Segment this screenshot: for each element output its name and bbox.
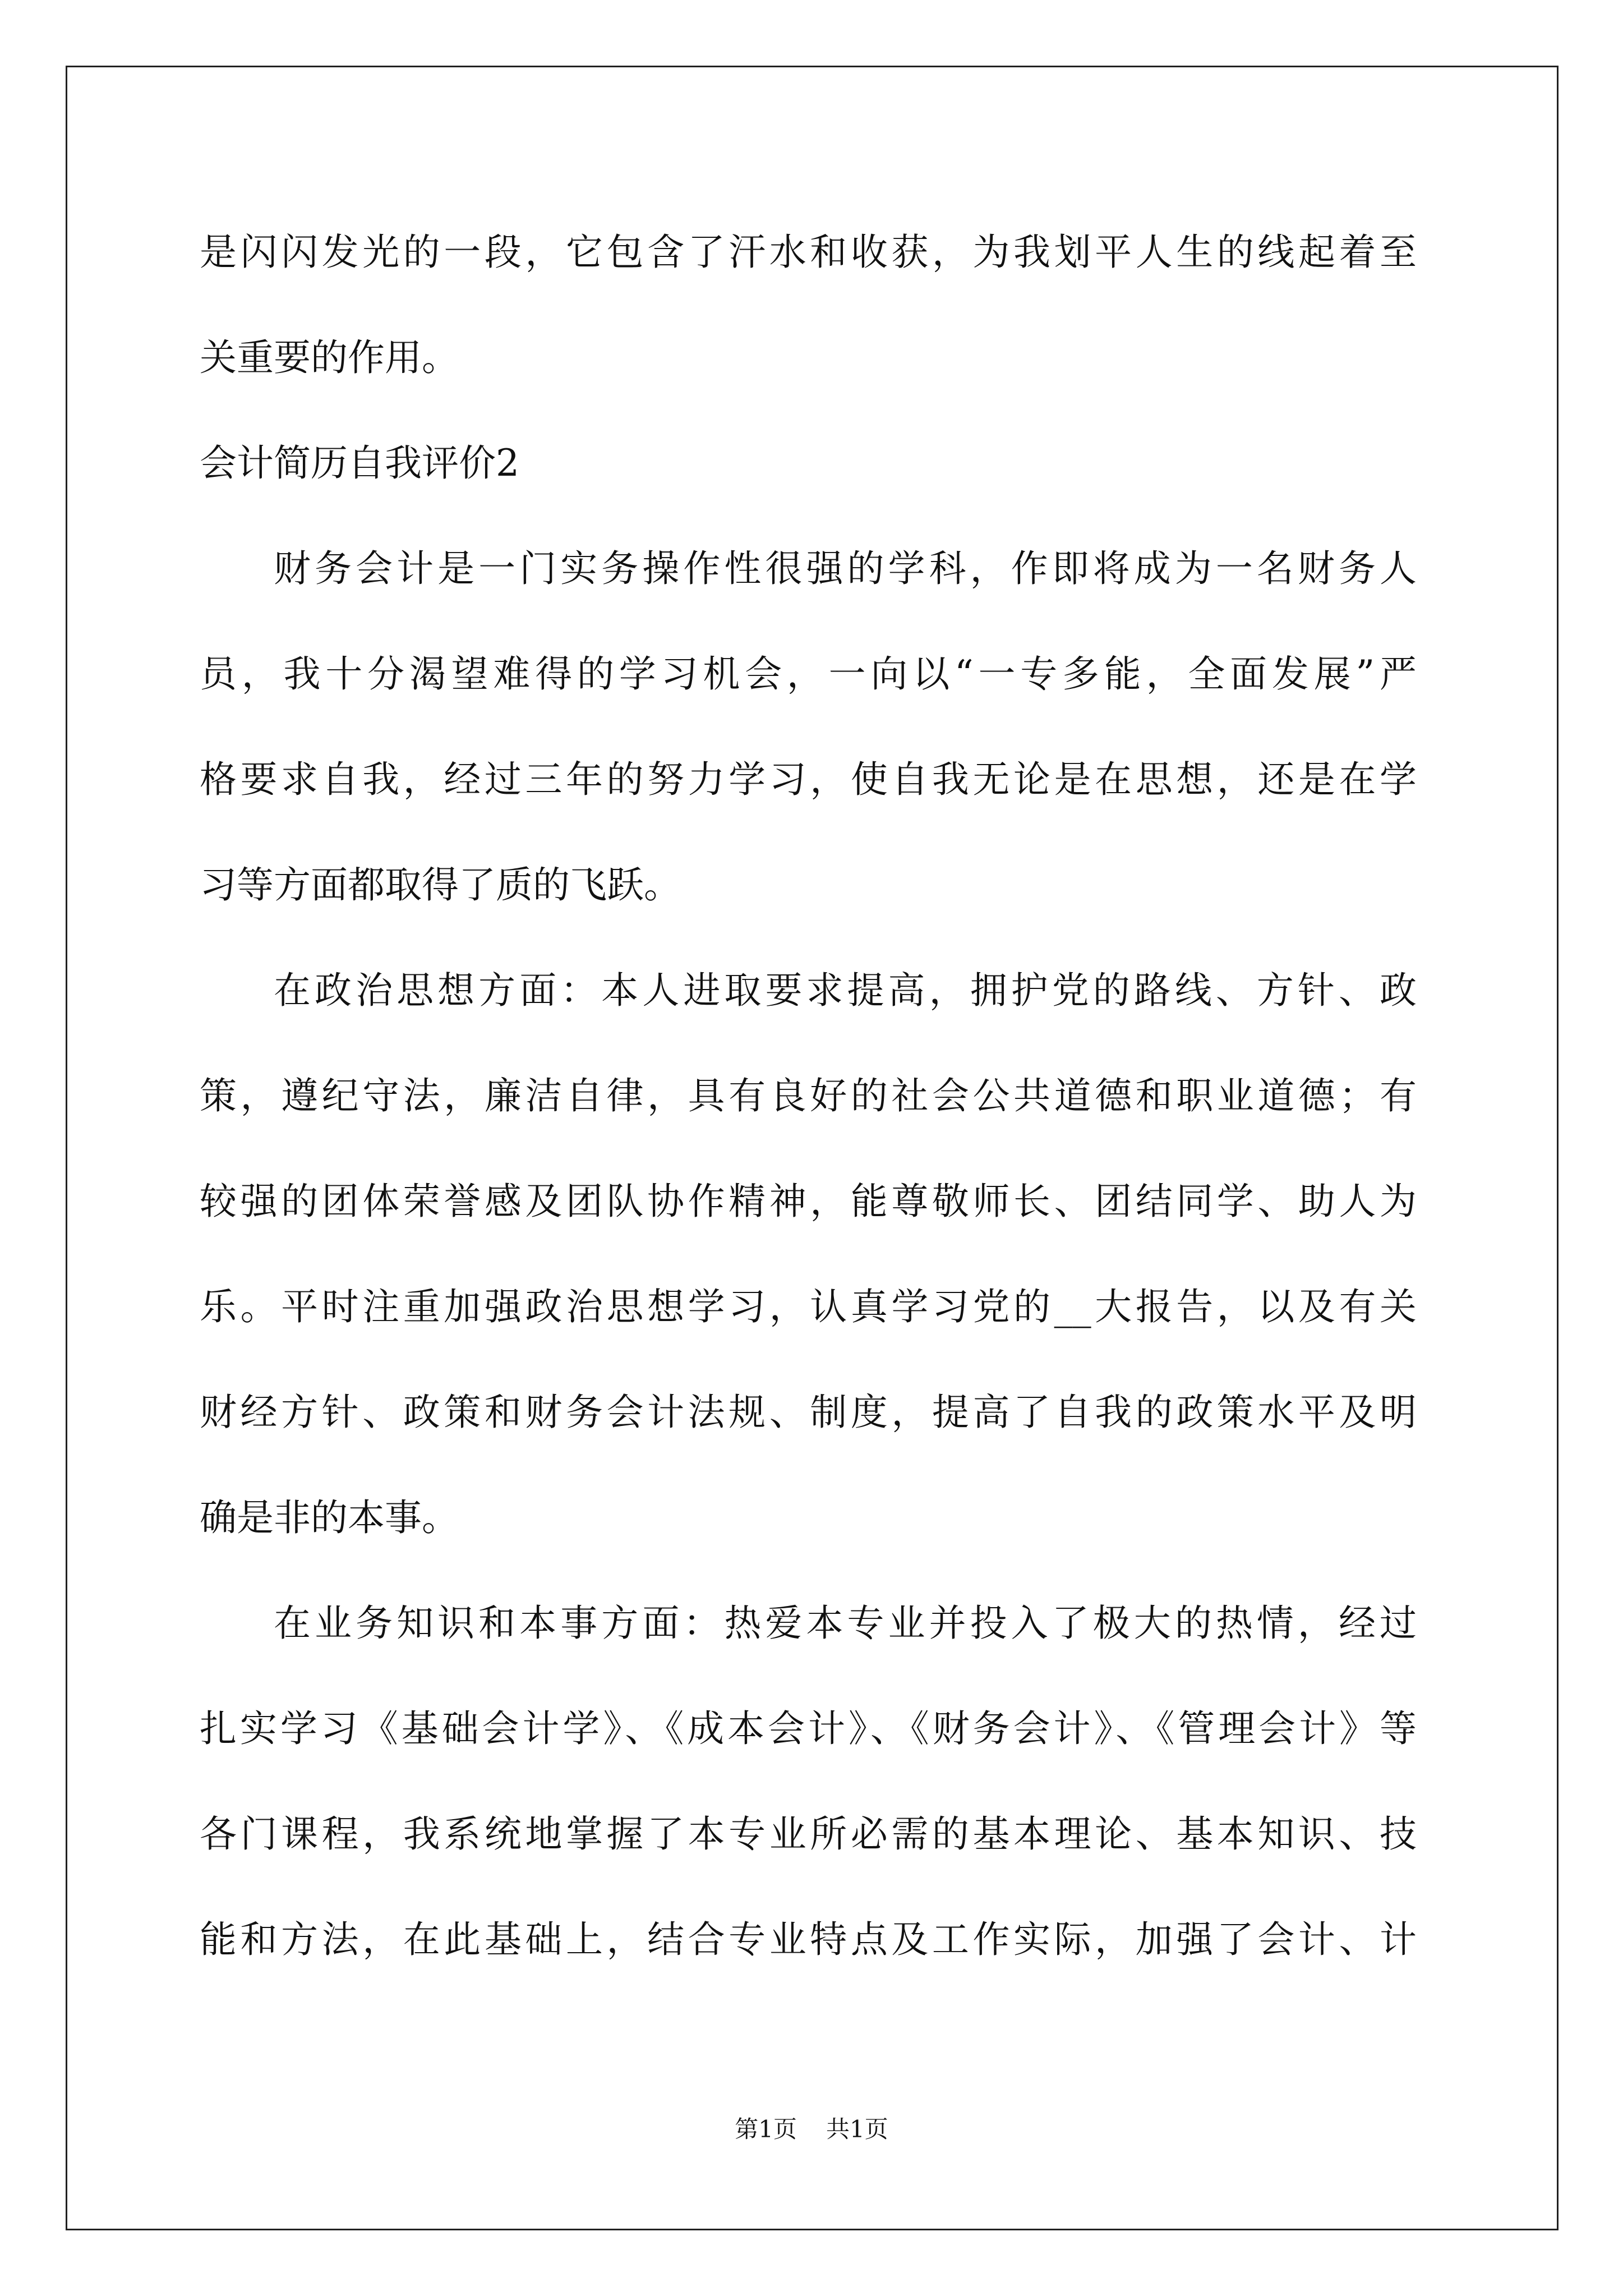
paragraph-line: 员，我十分渴望难得的学习机会，一向以“一专多能，全面发展”严 — [200, 652, 1417, 696]
paragraph-line: 较强的团体荣誉感及团队协作精神，能尊敬师长、团结同学、助人为 — [200, 1180, 1417, 1223]
paragraph-line: 在政治思想方面：本人进取要求提高，拥护党的路线、方针、政 — [274, 969, 1417, 1012]
paragraph-line: 能和方法，在此基础上，结合专业特点及工作实际，加强了会计、计 — [200, 1918, 1417, 1961]
paragraph-line: 习等方面都取得了质的飞跃。 — [200, 863, 681, 907]
section-heading: 会计简历自我评价2 — [200, 441, 519, 485]
page-total: 共1页 — [826, 2115, 888, 2143]
paragraph-line: 财经方针、政策和财务会计法规、制度，提高了自我的政策水平及明 — [200, 1391, 1417, 1434]
paragraph-line: 是闪闪发光的一段，它包含了汗水和收获，为我划平人生的线起着至 — [200, 231, 1417, 274]
page-footer — [0, 2113, 1623, 2146]
paragraph-line: 财务会计是一门实务操作性很强的学科，作即将成为一名财务人 — [274, 547, 1417, 590]
paragraph-line: 各门课程，我系统地掌握了本专业所必需的基本理论、基本知识、技 — [200, 1812, 1417, 1856]
paragraph-line: 扎实学习《基础会计学》、《成本会计》、《财务会计》、《管理会计》等 — [200, 1707, 1417, 1750]
paragraph-line: 乐。平时注重加强政治思想学习，认真学习党的__大报告，以及有关 — [200, 1285, 1417, 1328]
paragraph-line: 确是非的本事。 — [200, 1496, 459, 1539]
paragraph-line: 在业务知识和本事方面：热爱本专业并投入了极大的热情，经过 — [274, 1602, 1417, 1645]
paragraph-line: 格要求自我，经过三年的努力学习，使自我无论是在思想，还是在学 — [200, 758, 1417, 801]
paragraph-line: 关重要的作用。 — [200, 336, 459, 379]
paragraph-line: 策，遵纪守法，廉洁自律，具有良好的社会公共道德和职业道德；有 — [200, 1074, 1417, 1117]
document-body — [200, 222, 1417, 2014]
page-number: 第1页 — [735, 2115, 797, 2143]
